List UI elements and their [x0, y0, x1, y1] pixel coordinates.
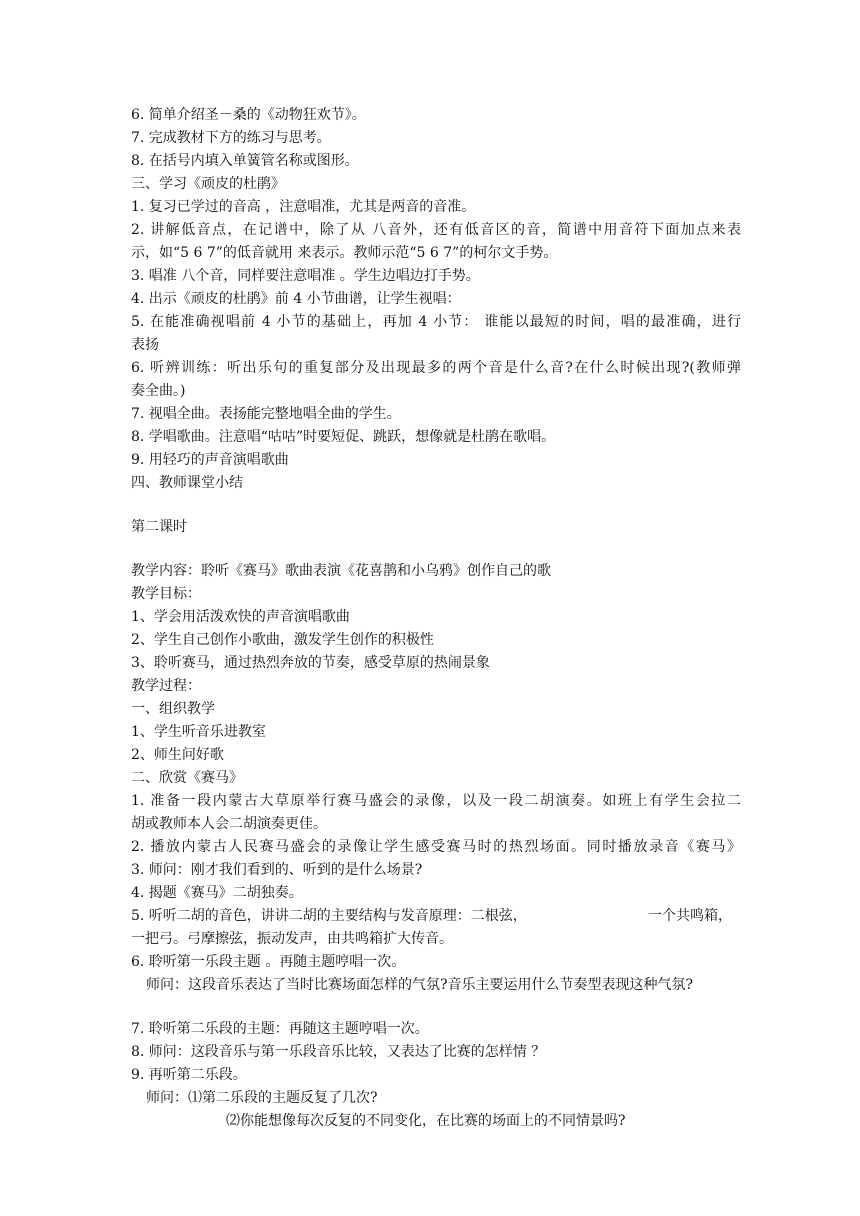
text-line: 3. 唱准 八个音，同样要注意唱准 。学生边唱边打手势。	[131, 268, 480, 284]
section-heading: 四、教师课堂小结	[131, 475, 243, 491]
text-line: 1. 复习已学过的音高 ，注意唱准，尤其是两音的音准。	[131, 199, 476, 215]
text-line: 一把弓。弓摩擦弦，振动发声，由共鸣箱扩大传音。	[131, 931, 453, 947]
text-line: 5. 在能准确视唱前 4 小节的基础上，再加 4 小节： 谁能以最短的时间，唱的最准确，进行	[131, 314, 741, 330]
text-line: 教学过程：	[131, 678, 201, 694]
text-line: 表扬	[131, 337, 159, 353]
text-line: 3. 师问：刚才我们看到的、听到的是什么场景?	[131, 862, 423, 878]
text-line: 5. 听听二胡的音色，讲讲二胡的主要结构与发音原理：二根弦，	[131, 908, 527, 924]
text-line: 教学目标：	[131, 586, 201, 602]
text-line: 4. 揭题《赛马》二胡独奏。	[131, 885, 303, 901]
text-line: 1、学生听音乐进教室	[131, 724, 266, 740]
text-line: ⑵你能想像每次反复的不同变化，在比赛的场面上的不同情景吗?	[226, 1113, 626, 1129]
text-line: 奏全曲。)	[131, 383, 186, 399]
text-line: 1. 准备一段内蒙古大草原举行赛马盛会的录像，以及一段二胡演奏。如班上有学生会拉二	[131, 793, 741, 809]
text-line: 7. 完成教材下方的练习与思考。	[131, 130, 331, 146]
text-line: 师问：这段音乐表达了当时比赛场面怎样的气氛?音乐主要运用什么节奏型表现这种气氛?	[146, 977, 694, 993]
text-line: 8. 在括号内填入单簧管名称或图形。	[131, 153, 359, 169]
text-line: 教学内容：聆听《赛马》歌曲表演《花喜鹊和小乌鸦》创作自己的歌	[131, 563, 551, 579]
section-heading: 一、组织教学	[131, 701, 215, 717]
text-line: 9. 再听第二乐段。	[131, 1067, 247, 1083]
text-line: 2、师生问好歌	[131, 747, 224, 763]
text-line: 3、聆听赛马，通过热烈奔放的节奏，感受草原的热闹景象	[131, 655, 490, 671]
section-heading: 二、欣赏《赛马》	[131, 770, 243, 786]
text-line: 8. 学唱歌曲。注意唱“咕咕”时要短促、跳跃，想像就是杜鹃在歌唱。	[131, 429, 556, 445]
text-line: 2. 播放内蒙古人民赛马盛会的录像让学生感受赛马时的热烈场面。同时播放录音《赛马》	[131, 839, 741, 855]
text-line: 6. 简单介绍圣－桑的《动物狂欢节》。	[131, 107, 366, 123]
section-heading: 三、学习《顽皮的杜鹃》	[131, 176, 285, 192]
text-line: 1、学会用活泼欢快的声音演唱歌曲	[131, 609, 350, 625]
text-line: 4. 出示《顽皮的杜鹃》前 4 小节曲谱，让学生视唱：	[131, 291, 461, 307]
text-line: 9. 用轻巧的声音演唱歌曲	[131, 452, 289, 468]
text-line: 2、学生自己创作小歌曲，激发学生创作的积极性	[131, 632, 434, 648]
text-line: 胡或教师本人会二胡演奏更佳。	[131, 816, 327, 832]
text-line: 6. 听辨训练：听出乐句的重复部分及出现最多的两个音是什么音?在什么时候出现?(教师弹	[131, 360, 741, 376]
text-line: 一个共鸣箱，	[648, 908, 732, 924]
text-line: 7. 聆听第二乐段的主题：再随这主题哼唱一次。	[131, 1021, 429, 1037]
text-line: 2. 讲解低音点，在记谱中，除了从 八音外，还有低音区的音，简谱中用音符下面加点来表	[131, 222, 741, 238]
lesson-title: 第二课时	[131, 519, 187, 535]
text-line: 7. 视唱全曲。表扬能完整地唱全曲的学生。	[131, 406, 401, 422]
text-line: 示，如“5 6 7”的低音就用 来表示。教师示范“5 6 7”的柯尔文手势。	[131, 245, 558, 261]
text-line: 师问：⑴第二乐段的主题反复了几次?	[146, 1090, 378, 1106]
text-line: 8. 师问：这段音乐与第一乐段音乐比较，又表达了比赛的怎样情 ？	[131, 1044, 546, 1060]
text-line: 6. 聆听第一乐段主题 。再随主题哼唱一次。	[131, 954, 406, 970]
